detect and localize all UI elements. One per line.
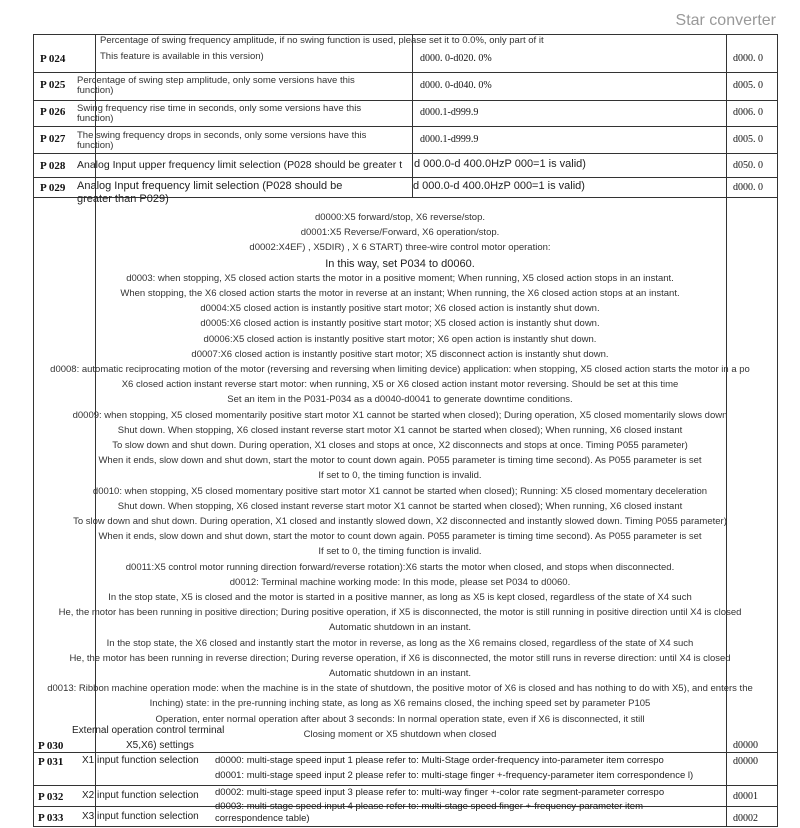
p030-line: d0007:X6 closed action is instantly positive start motor; X5 disconnect action is instantly shut down. xyxy=(191,348,609,360)
p030-line: d0011:X5 control motor running direction forward/reverse rotation):X6 starts the motor when closed, and stops when disconnected. xyxy=(125,561,675,573)
p030-line: He, the motor has been running in reverse direction; During reverse operation, if X6 is disconnected, the motor still runs in reverse direction: until X4 is closed xyxy=(69,652,731,664)
p030-line: To slow down and shut down. During operation, X1 closed and instantly slowed down, X2 disconnected and instantly slowed down. Timing P055 parameter) xyxy=(73,516,727,527)
p030-line: To slow down and shut down. During operation, X1 closes and stops at once, X2 disconnects and stops at once. Timing P055 parameter) xyxy=(112,440,688,451)
p030-line: d0000:X5 forward/stop, X6 reverse/stop. xyxy=(314,212,486,223)
param-range: d000.1-d999.9 xyxy=(420,134,479,145)
row-divider xyxy=(33,72,778,73)
p030-line: If set to 0, the timing function is invalid. xyxy=(318,470,482,482)
param-default: d005. 0 xyxy=(733,134,763,145)
param-code: P 031 xyxy=(38,756,64,768)
param-default: d006. 0 xyxy=(733,107,763,118)
param-default: d000. 0 xyxy=(733,182,763,193)
param-description: Analog Input frequency limit selection (P028 should be xyxy=(77,180,343,192)
param-range-cont: d0003: multi-stage speed input 4 please refer to: multi-stage speed finger +-frequency-parameter item xyxy=(215,801,643,812)
p030-line: X6 closed action instant reverse start motor: when running, X5 or X6 closed action instant motor reversing. Should be set at this time xyxy=(121,379,679,391)
p030-line: Automatic shutdown in an instant. xyxy=(328,668,472,679)
param-description: Analog Input upper frequency limit selection (P028 should be greater t xyxy=(77,159,403,171)
p030-line: Shut down. When stopping, X6 closed instant reverse start motor X1 cannot be started when closed); When running, X6 closed instant xyxy=(117,500,683,512)
p030-line: When it ends, slow down and shut down, start the motor to count down again. P055 parameter is timing time second). As P055 parameter is set xyxy=(98,455,702,467)
p030-line: d0006:X5 closed action is instantly positive start motor; X6 open action is instantly shut down. xyxy=(203,333,597,345)
param-name: X1 input function selection xyxy=(82,755,199,766)
param-code: P 029 xyxy=(40,182,66,194)
row-divider xyxy=(33,153,778,154)
p030-line: d0004:X5 closed action is instantly positive start motor; X6 closed action is instantly shut down. xyxy=(200,303,600,315)
param-range-cont: d0001: multi-stage speed input 2 please refer to: multi-stage finger +-frequency-parameter item correspondence l) xyxy=(215,770,694,781)
param-range: d 000.0-d 400.0HzP 000=1 is valid) xyxy=(413,180,585,192)
p030-line: In the stop state, X5 is closed and the motor is started in a positive manner, as long as X5 is kept closed, regardless of the state of X4 such xyxy=(108,592,692,603)
p030-line: d0003: when stopping, X5 closed action starts the motor in a positive moment; When running, X5 closed action stops in an instant. xyxy=(126,272,674,284)
param-code: P 026 xyxy=(40,106,66,118)
table-bottom-border xyxy=(33,826,778,827)
param-range: d000.1-d999.9 xyxy=(420,107,479,118)
p030-line: d0002:X4EF) , X5DIR) , X 6 START) three-wire control motor operation: xyxy=(249,242,551,254)
row-divider xyxy=(33,177,778,178)
param-name: X2 input function selection xyxy=(82,790,199,801)
param-description-cont: This feature is available in this version) xyxy=(100,51,264,62)
param-description-cont: function) xyxy=(77,85,114,96)
param-code: P 030 xyxy=(38,740,64,752)
param-default: d0002 xyxy=(733,813,758,824)
row-divider xyxy=(33,785,778,786)
p030-line: Inching) state: in the pre-running inching state, as long as X6 remains closed, the inching speed set by parameter P105 xyxy=(149,698,651,710)
p030-line: When it ends, slow down and shut down, start the motor to count down again. P055 parameter is timing time second). As P055 parameter is set xyxy=(98,531,702,543)
param-code: P 032 xyxy=(38,791,64,803)
param-default: d050. 0 xyxy=(733,160,763,171)
param-code: P 027 xyxy=(40,133,66,145)
param-name: X3 input function selection xyxy=(82,811,199,822)
p030-line: d0005:X6 closed action is instantly positive start motor; X5 closed action is instantly shut down. xyxy=(200,318,600,330)
param-default: d0000 xyxy=(733,756,758,767)
param-default: d005. 0 xyxy=(733,80,763,91)
param-description-cont: greater than P029) xyxy=(77,193,169,205)
column-divider xyxy=(412,34,413,198)
p030-line: In this way, set P034 to d0060. xyxy=(325,257,475,270)
p030-line: d0010: when stopping, X5 closed momentary positive start motor X1 cannot be started when closed); Running: X5 closed momentary deceleration xyxy=(92,485,708,497)
param-range: d0000: multi-stage speed input 1 please refer to: Multi-Stage order-frequency into-parameter item correspo xyxy=(215,755,664,766)
param-default: d0001 xyxy=(733,791,758,802)
p030-line: Automatic shutdown in an instant. xyxy=(328,622,472,634)
param-range: d000. 0-d020. 0% xyxy=(420,53,492,64)
param-code: P 025 xyxy=(40,79,66,91)
p030-line: Shut down. When stopping, X6 closed instant reverse start motor X1 cannot be started when closed); When running, X6 closed instant xyxy=(117,424,683,436)
p030-line: He, the motor has been running in positive direction; During positive operation, if X5 is disconnected, the motor is still running in positive direction until X4 is closed xyxy=(58,607,742,619)
param-description: The swing frequency drops in seconds, only some versions have this xyxy=(77,130,367,141)
param-code: P 028 xyxy=(40,160,66,172)
p030-label-cont: X5,X6) settings xyxy=(126,740,194,751)
p030-label: External operation control terminal xyxy=(72,725,225,736)
param-code: P 033 xyxy=(38,812,64,824)
param-range: d0002: multi-stage speed input 3 please refer to: multi-way finger +-color rate segment-parameter correspo xyxy=(215,787,665,798)
param-default: d0000 xyxy=(733,740,758,751)
param-default: d000. 0 xyxy=(733,53,763,64)
p030-line: Operation, enter normal operation after about 3 seconds: In normal operation state, even if X6 is disconnected, it still xyxy=(155,713,645,725)
row-divider xyxy=(33,126,778,127)
param-range: d 000.0-d 400.0HzP 000=1 is valid) xyxy=(414,158,586,170)
row-divider xyxy=(33,100,778,101)
param-description: Percentage of swing frequency amplitude, if no swing function is used, please set it to 0.0%, only part of it xyxy=(100,35,544,46)
param-range: correspondence table) xyxy=(215,813,310,824)
p030-line: d0013: Ribbon machine operation mode: when the machine is in the state of shutdown, the positive motor of X6 is closed and has nothing to do with X5), and enters the xyxy=(47,683,753,695)
p030-line: When stopping, the X6 closed action starts the motor in reverse at an instant; When running, the X6 closed action stops at an instant. xyxy=(120,288,680,299)
p030-line: d0009: when stopping, X5 closed momentarily positive start motor X1 cannot be started when closed); During operation, X5 closed momentarily slows down xyxy=(72,409,728,421)
p030-line: d0012: Terminal machine working mode: In this mode, please set P034 to d0060. xyxy=(229,576,571,588)
p030-line: Closing moment or X5 shutdown when closed xyxy=(303,728,497,740)
param-description: Percentage of swing step amplitude, only some versions have this xyxy=(77,75,355,86)
param-description-cont: function) xyxy=(77,113,114,124)
p030-line: In the stop state, the X6 closed and instantly start the motor in reverse, as long as the X6 remains closed, regardless of the state of X4 such xyxy=(106,637,694,649)
p030-line: If set to 0, the timing function is invalid. xyxy=(318,546,482,558)
p030-line: Set an item in the P031-P034 as a d0040-d0041 to generate downtime conditions. xyxy=(227,394,573,406)
param-description: Swing frequency rise time in seconds, only some versions have this xyxy=(77,103,362,114)
param-description-cont: function) xyxy=(77,140,114,151)
param-range: d000. 0-d040. 0% xyxy=(420,80,492,91)
row-divider xyxy=(33,752,778,753)
p030-line: d0001:X5 Reverse/Forward, X6 operation/stop. xyxy=(300,227,500,239)
p030-line: d0008: automatic reciprocating motion of the motor (reversing and reversing when limiting device) application: when stopping, X5 closed action starts the motor in a po xyxy=(50,364,750,375)
param-code: P 024 xyxy=(40,53,66,65)
brand-label: Star converter xyxy=(675,12,776,29)
